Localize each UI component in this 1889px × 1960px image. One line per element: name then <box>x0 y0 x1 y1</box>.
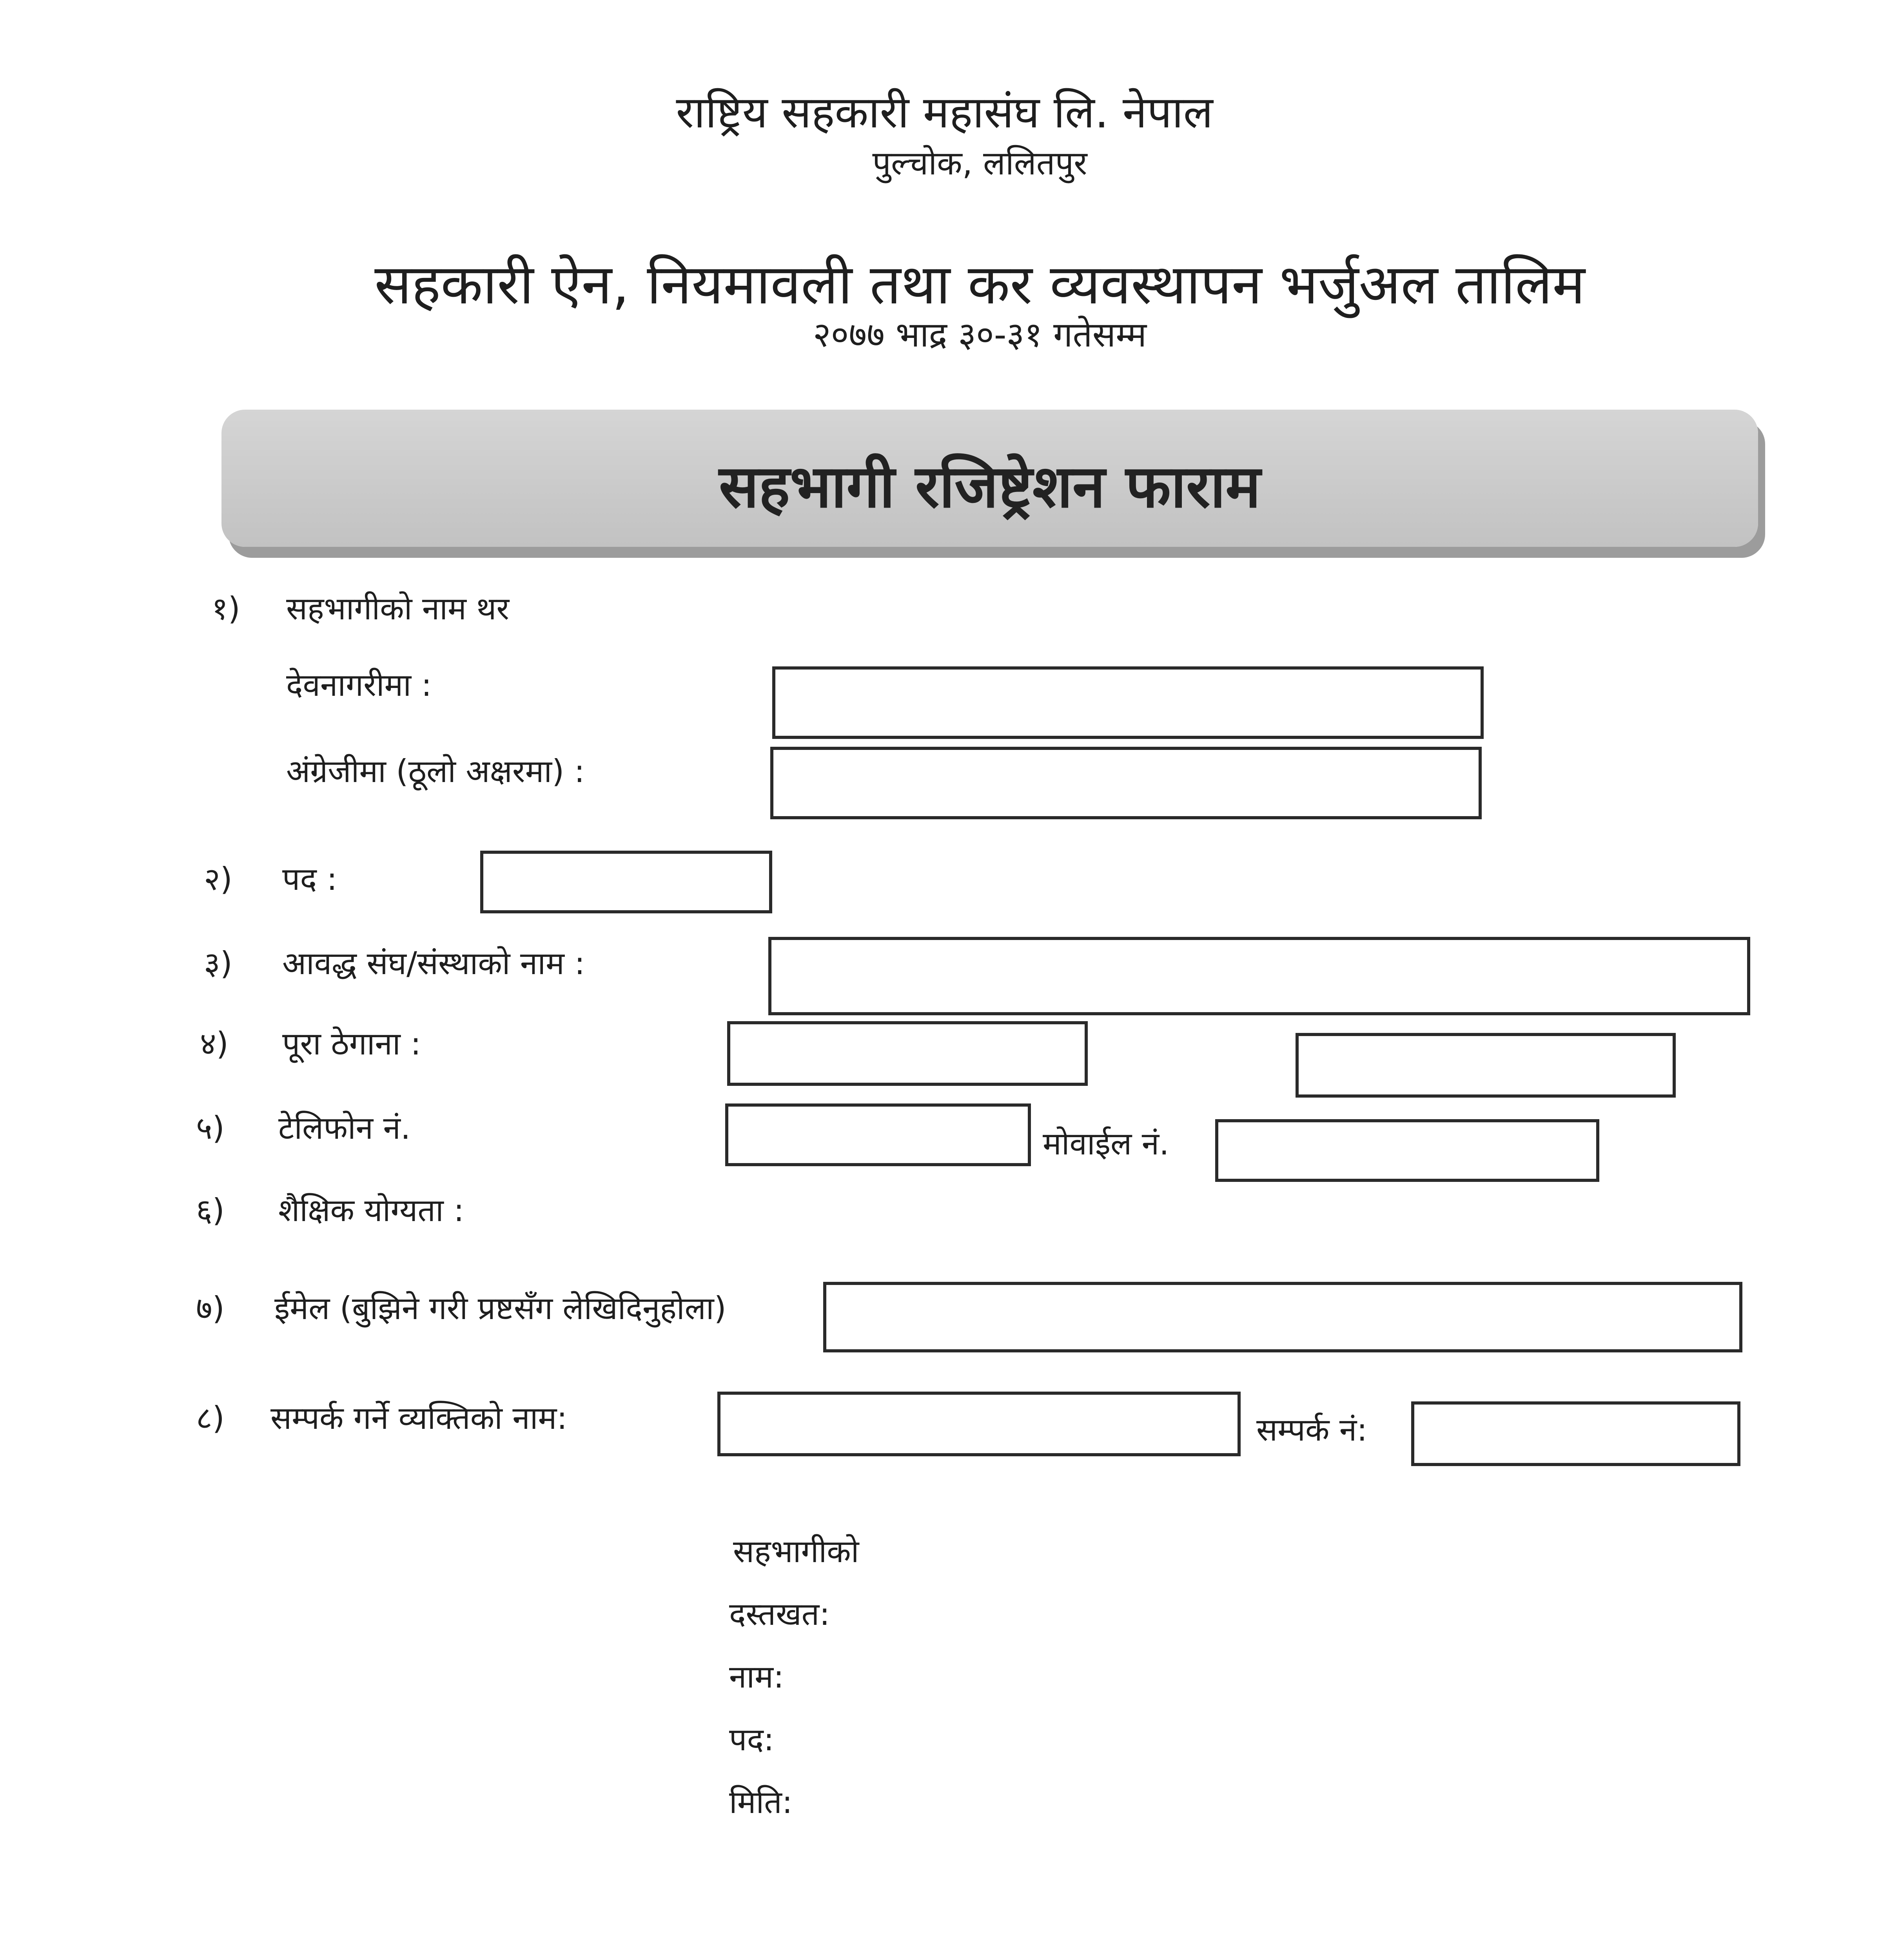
address-input-1[interactable] <box>727 1021 1088 1086</box>
name-label: सहभागीको नाम थर <box>286 590 510 627</box>
field-number-7: ७) <box>196 1290 225 1327</box>
organization-name: राष्ट्रिय सहकारी महासंघ लि. नेपाल <box>676 87 1213 138</box>
position-label: पद : <box>282 861 338 897</box>
mobile-label: मोवाईल नं. <box>1043 1125 1169 1162</box>
email-label: ईमेल (बुझिने गरी प्रष्टसँग लेखिदिनुहोला) <box>274 1290 726 1327</box>
name-english-input[interactable] <box>770 747 1482 819</box>
signature-name-label: नाम: <box>729 1659 784 1695</box>
signature-date-label: मिति: <box>729 1784 793 1820</box>
telephone-label: टेलिफोन नं. <box>278 1110 411 1146</box>
contact-name-label: सम्पर्क गर्ने व्यक्तिको नाम: <box>270 1400 568 1436</box>
signature-position-label: पद: <box>729 1721 774 1758</box>
contact-name-input[interactable] <box>717 1392 1241 1456</box>
education-label: शैक्षिक योग्यता : <box>278 1192 465 1229</box>
organization-input[interactable] <box>768 937 1750 1015</box>
signature-label: दस्तखत: <box>729 1596 830 1632</box>
training-title: सहकारी ऐन, नियमावली तथा कर व्यवस्थापन भर्जुअल तालिम <box>374 253 1585 317</box>
field-number-4: ४) <box>200 1025 229 1062</box>
training-dates: २०७७ भाद्र ३०-३१ गतेसम्म <box>813 314 1147 355</box>
field-number-5: ५) <box>196 1110 225 1146</box>
organization-address: पुल्चोक, ललितपुर <box>872 144 1087 182</box>
english-label: अंग्रेजीमा (ठूलो अक्षरमा) : <box>286 753 585 789</box>
devanagari-label: देवनागरीमा : <box>286 667 432 703</box>
name-devanagari-input[interactable] <box>772 666 1484 739</box>
email-input[interactable] <box>823 1282 1742 1352</box>
field-number-1: १) <box>212 590 240 627</box>
address-label: पूरा ठेगाना : <box>282 1025 421 1062</box>
mobile-input[interactable] <box>1215 1119 1599 1182</box>
form-title: सहभागी रजिष्ट्रेशन फाराम <box>719 453 1261 521</box>
position-input[interactable] <box>480 851 772 913</box>
organization-label: आवद्ध संघ/संस्थाको नाम : <box>282 945 585 982</box>
contact-number-label: सम्पर्क नं: <box>1256 1412 1368 1448</box>
form-title-banner <box>221 410 1758 547</box>
field-number-2: २) <box>204 861 232 897</box>
field-number-3: ३) <box>204 945 232 982</box>
field-number-8: ८) <box>196 1400 225 1436</box>
telephone-input[interactable] <box>725 1103 1031 1166</box>
field-number-6: ६) <box>196 1192 225 1229</box>
contact-number-input[interactable] <box>1411 1401 1740 1466</box>
address-input-2[interactable] <box>1296 1033 1676 1098</box>
signature-heading: सहभागीको <box>733 1533 859 1570</box>
